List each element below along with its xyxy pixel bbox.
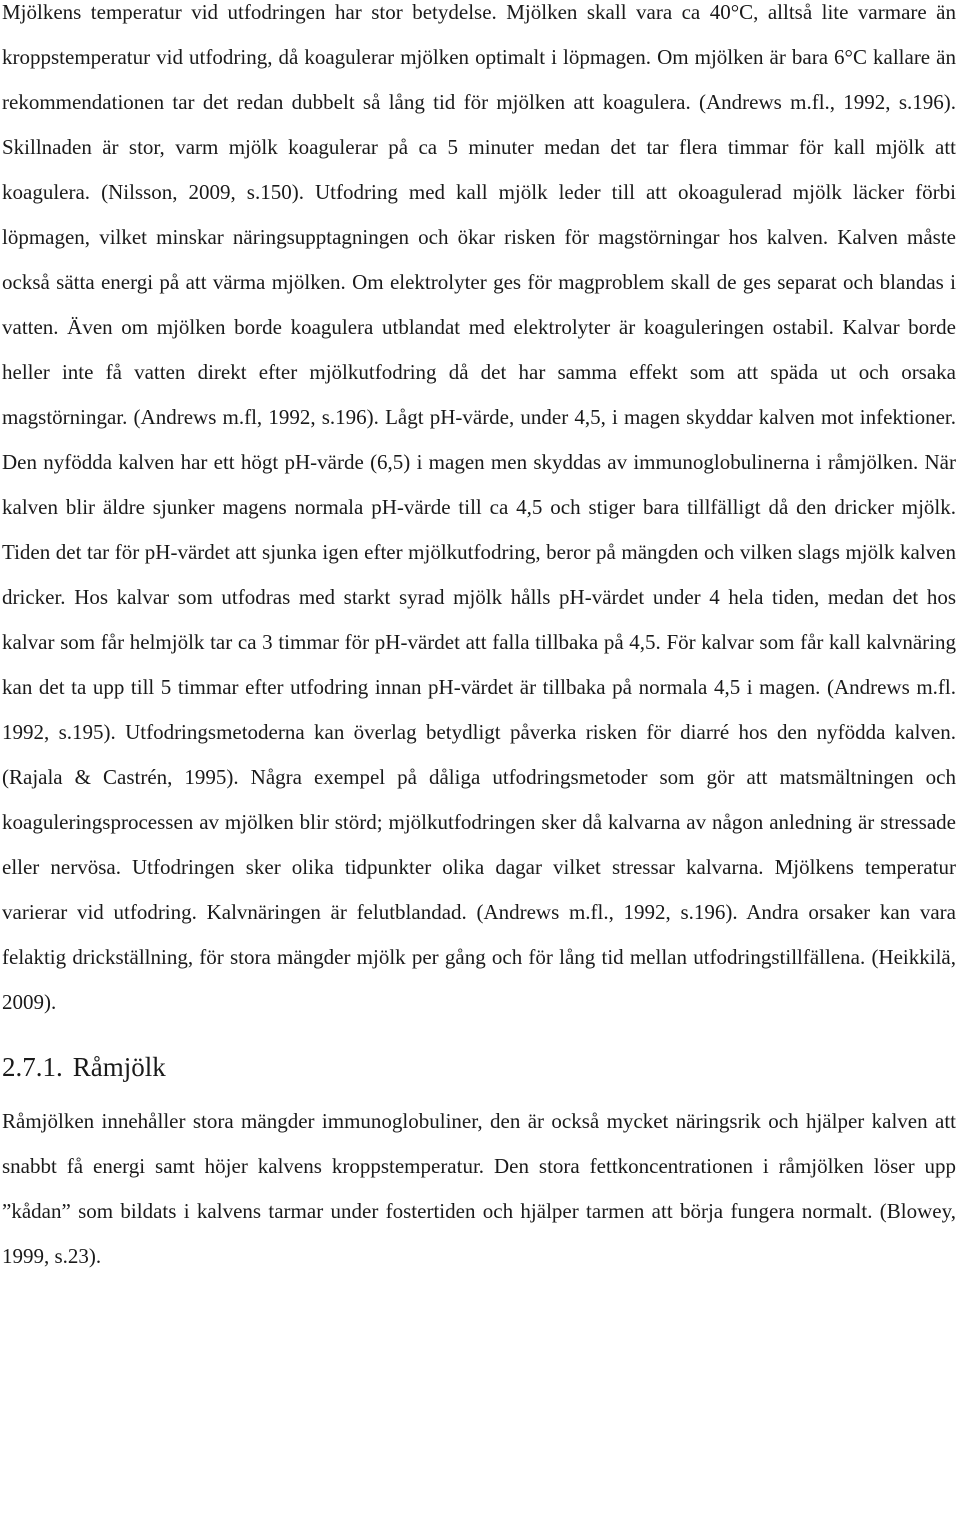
document-page: [2, 0, 956, 1279]
section-title: Råmjölk: [72, 1052, 166, 1082]
section-number: 2.7.1.: [2, 1052, 63, 1082]
body-paragraph: Råmjölken innehåller stora mängder immunoglobuliner, den är också mycket näringsrik och hjälper kalven att snabbt få energi samt höjer kalvens kroppstemperatur. Den stora fettkoncentrationen i råmjölken löser upp ”kådan” som bildats i kalvens tarmar under fostertiden och hjälper tarmen att börja fungera normalt. (Blowey, 1999, s.23).: [2, 1109, 956, 1268]
section-heading: [2, 1047, 956, 1087]
body-paragraph: Mjölkens temperatur vid utfodringen har stor betydelse. Mjölken skall vara ca 40°C, alltså lite varmare än kroppstemperatur vid utfodring, då koagulerar mjölken optimalt i löpmagen. Om mjölken är bara 6°C kallare än rekommendationen tar det redan dubbelt så lång tid för mjölken att koagulera. (Andrews m.fl., 1992, s.196). Skillnaden är stor, varm mjölk koagulerar på ca 5 minuter medan det tar flera timmar för kall mjölk att koagulera. (Nilsson, 2009, s.150). Utfodring med kall mjölk leder till att okoagulerad mjölk läcker förbi löpmagen, vilket minskar näringsupptagningen och ökar risken för magstörningar hos kalven. Kalven måste också sätta energi på att värma mjölken. Om elektrolyter ges för magproblem skall de ges separat och blandas i vatten. Även om mjölken borde koagulera utblandat med elektrolyter är koaguleringen ostabil. Kalvar borde heller inte få vatten direkt efter mjölkutfodring då det har samma effekt som att späda ut och orsaka magstörningar. (Andrews m.fl, 1992, s.196). Lågt pH-värde, under 4,5, i magen skyddar kalven mot infektioner. Den nyfödda kalven har ett högt pH-värde (6,5) i magen men skyddas av immunoglobulinerna i råmjölken. När kalven blir äldre sjunker magens normala pH-värde till ca 4,5 och stiger bara tillfälligt då den dricker mjölk. Tiden det tar för pH-värdet att sjunka igen efter mjölkutfodring, beror på mängden och vilken slags mjölk kalven dricker. Hos kalvar som utfodras med starkt syrad mjölk hålls pH-värdet under 4 hela tiden, medan det hos kalvar som får helmjölk tar ca 3 timmar för pH-värdet att falla tillbaka på 4,5. För kalvar som får kall kalvnäring kan det ta upp till 5 timmar efter utfodring innan pH-värdet är tillbaka på normala 4,5 i magen. (Andrews m.fl. 1992, s.195). Utfodringsmetoderna kan överlag betydligt påverka risken för diarré hos den nyfödda kalven. (Rajala & Castrén, 1995). Några exempel på dåliga utfodringsmetoder som gör att matsmältningen och koaguleringsprocessen av mjölken blir störd; mjölkutfodringen sker då kalvarna av någon anledning är stressade eller nervösa. Utfodringen sker olika tidpunkter olika dagar vilket stressar kalvarna. Mjölkens temperatur varierar vid utfodring. Kalvnäringen är felutblandad. (Andrews m.fl., 1992, s.196). Andra orsaker kan vara felaktig drickställning, för stora mängder mjölk per gång och för lång tid mellan utfodringstillfällena. (Heikkilä, 2009).: [2, 0, 956, 1014]
